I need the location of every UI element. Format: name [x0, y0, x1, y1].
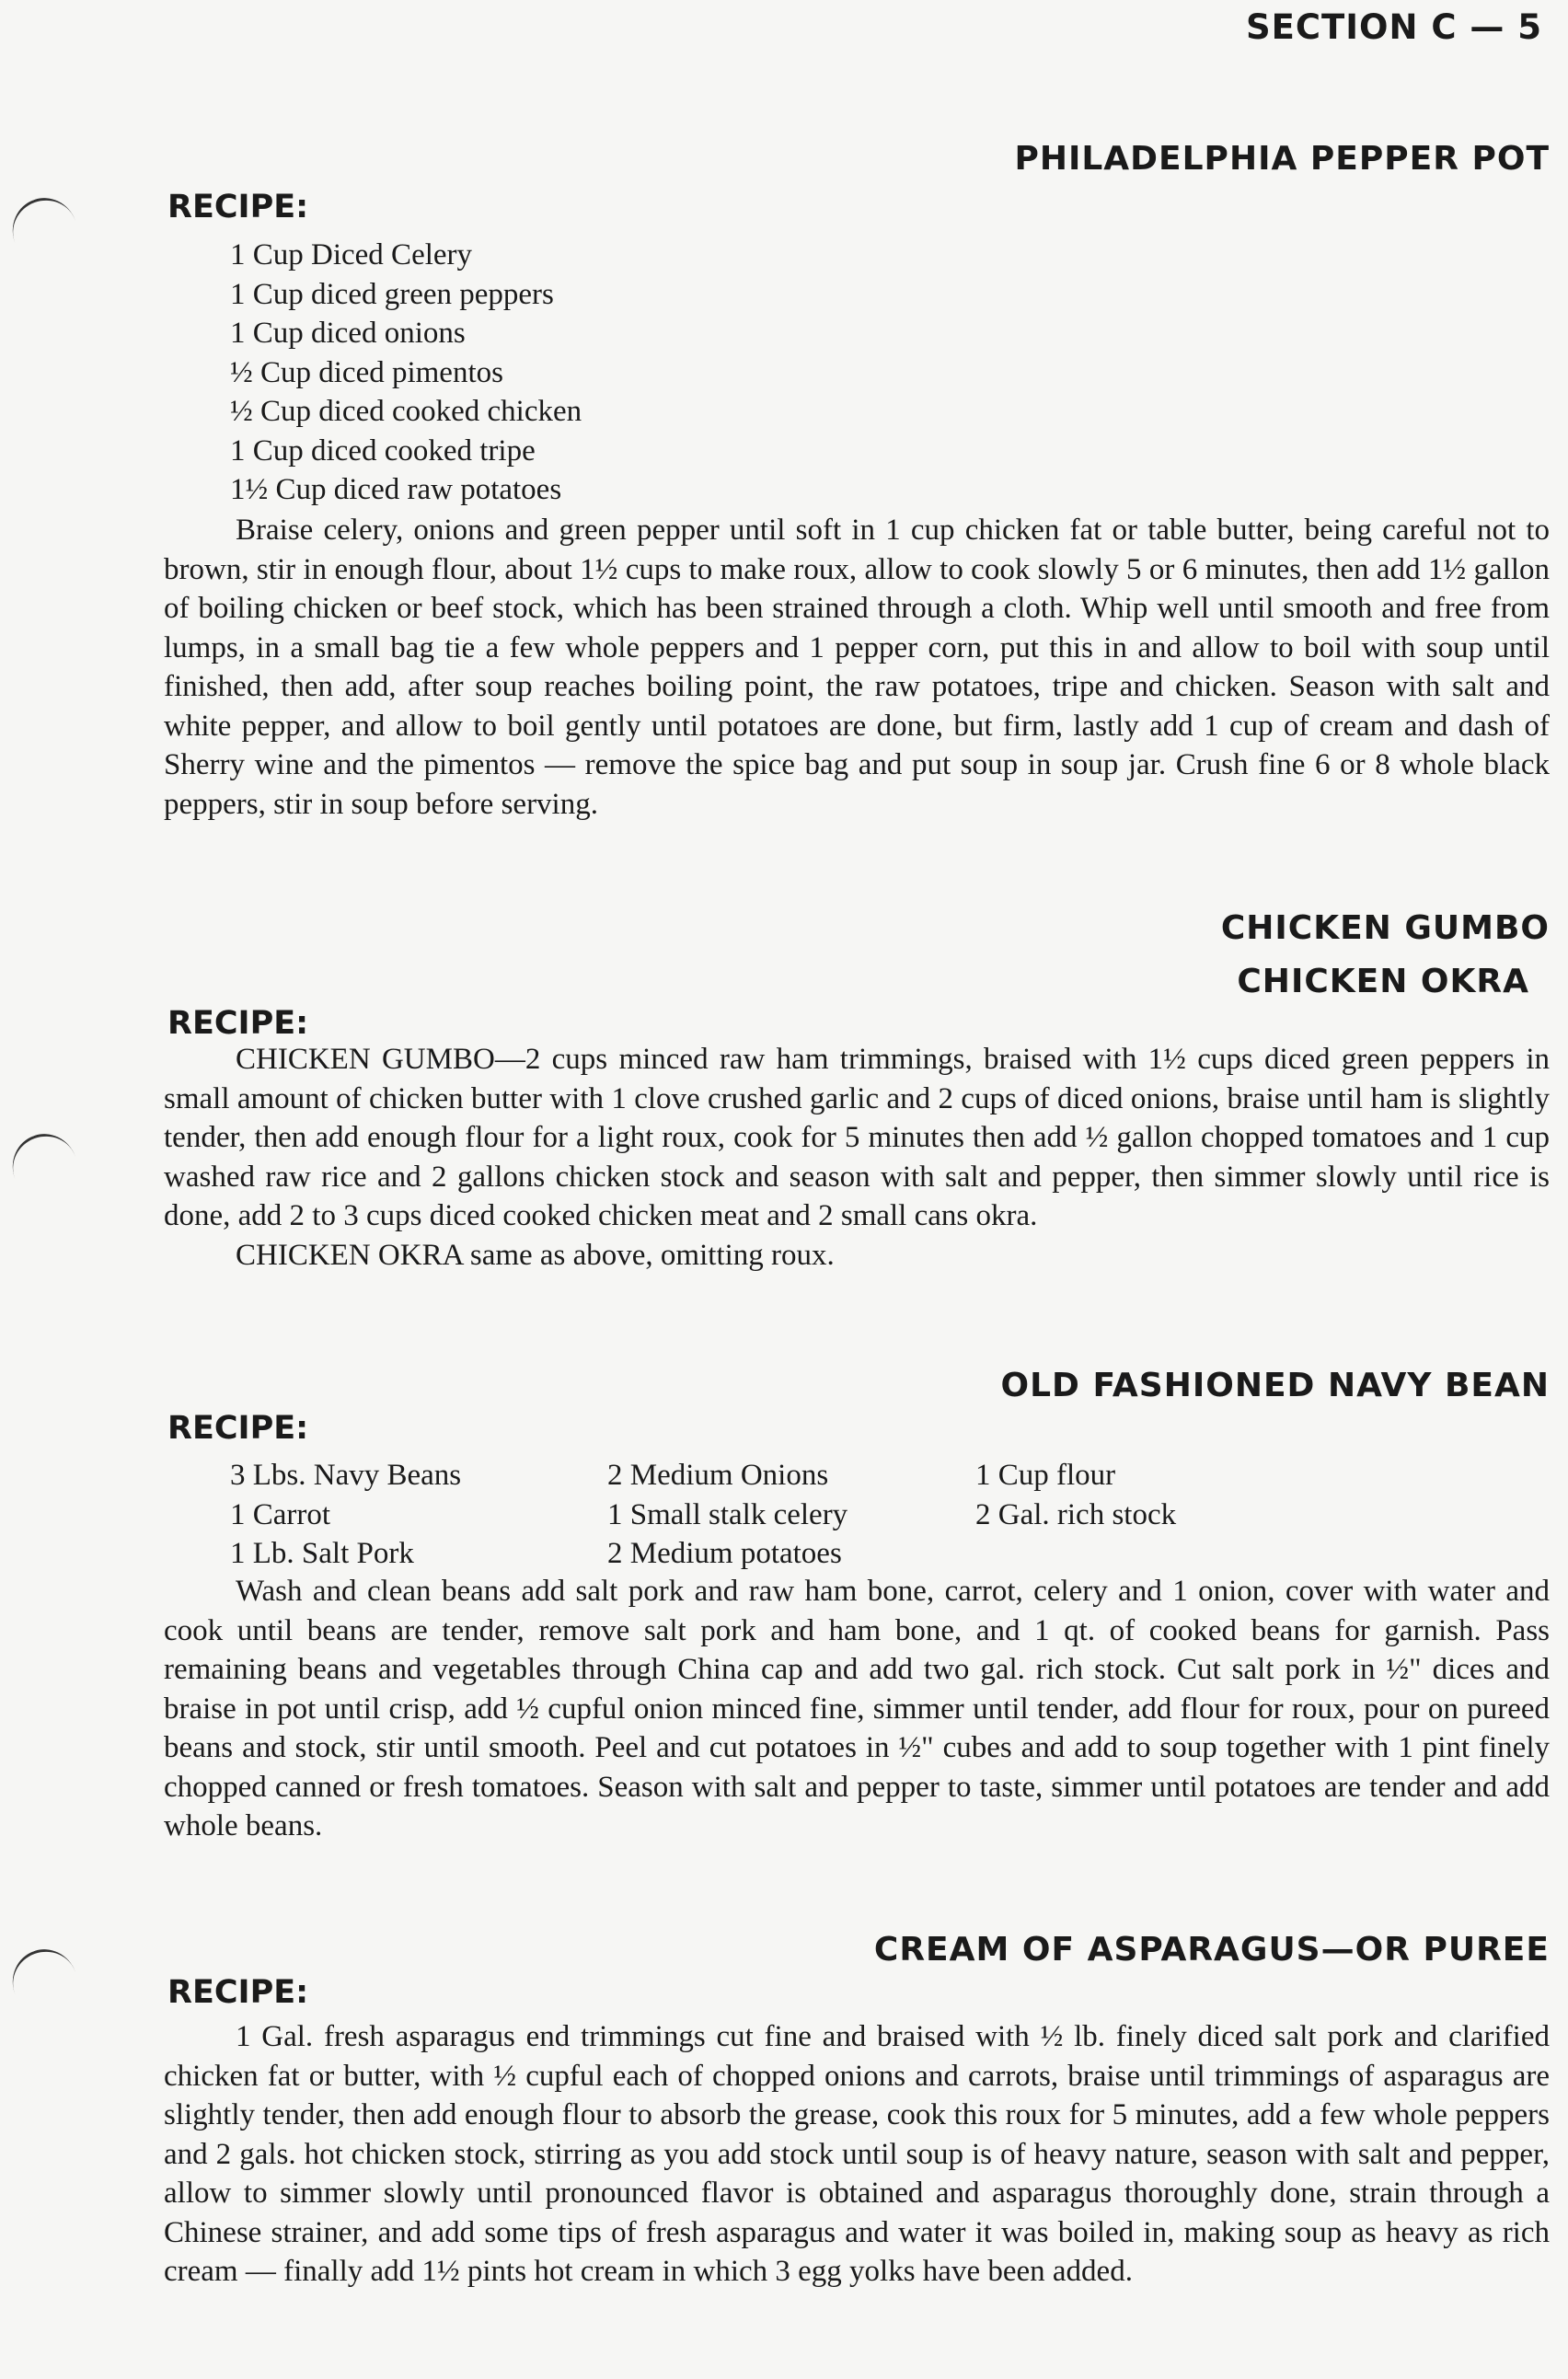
recipe-label: RECIPE:	[167, 189, 309, 225]
instruction-paragraph: Wash and clean beans add salt pork and raw ham bone, carrot, celery and 1 onion, cover with water and cook until beans are tender, remove salt pork and ham bone, and 1 qt. of cooked beans for garnish. Pass remaining beans and vegetables through China cap and add two gal. rich stock. Cut salt pork in ½" dices and braise in pot until crisp, add ½ cupful onion minced fine, simmer until tender, add flour for roux, pour on pureed beans and stock, stir until smooth. Peel and cut potatoes in ½" cubes and add to soup together with 1 pint finely chopped canned or fresh tomatoes. Season with salt and pepper to taste, simmer until potatoes are tender and add whole beans.	[164, 1575, 1550, 1842]
ingredient: 2 Medium potatoes	[607, 1537, 842, 1570]
ingredient-column	[607, 1456, 847, 1574]
recipe-title-line: CHICKEN GUMBO	[1220, 909, 1550, 947]
ingredient-column	[230, 1456, 461, 1574]
recipe-title	[1000, 1367, 1550, 1404]
recipe-title	[1221, 902, 1550, 1009]
recipe-title	[1014, 140, 1550, 178]
ingredient: 1 Small stalk celery	[607, 1497, 848, 1531]
instruction-paragraph: 1 Gal. fresh asparagus end trimmings cut fine and braised with ½ lb. finely diced salt pork and clarified chicken fat or butter, with ½ cupful each of chopped onions and carrots, braise until trimmings of asparagus are slightly tender, then add enough flour to absorb the grease, cook this roux for 5 minutes, add a few whole peppers and 2 gals. hot chicken stock, stirring as you add stock until soup is of heavy nature, season with salt and pepper, allow to simmer slowly until pronounced flavor is obtained and asparagus thoroughly done, strain through a Chinese strainer, and add some tips of fresh asparagus and water it was boiled in, making soup as heavy as rich cream — finally add 1½ pints hot cream in which 3 egg yolks have been added.	[164, 2020, 1550, 2288]
ingredient: 1 Cup flour	[975, 1459, 1116, 1492]
ingredient-column	[975, 1456, 1176, 1534]
ingredient: 3 Lbs. Navy Beans	[230, 1459, 462, 1492]
recipe-title-line: CHICKEN OKRA	[1237, 963, 1529, 1000]
ingredient: 1 Cup diced cooked tripe	[230, 433, 536, 468]
instruction-paragraph: CHICKEN GUMBO—2 cups minced raw ham trimmings, braised with 1½ cups diced green peppers in small amount of chicken butter with 1 clove crushed garlic and 2 cups of diced onions, braise until ham is slightly tender, then add enough flour for a light roux, cook for 5 minutes then add ½ gallon chopped tomatoes and 1 cup washed raw rice and 2 gallons chicken stock and season with salt and pepper, then simmer slowly until rice is done, add 2 to 3 cups diced cooked chicken meat and 2 small cans okra.	[164, 1043, 1550, 1232]
instruction-paragraph: Braise celery, onions and green pepper until soft in 1 cup chicken fat or table butter, being careful not to brown, stir in enough flour, about 1½ cups to make roux, allow to cook slowly 5 or 6 minutes, then add 1½ gallon of boiling chicken or beef stock, which has been strained through a cloth. Whip well until smooth and free from lumps, in a small bag tie a few whole peppers and 1 pepper corn, put this in and allow to boil with soup until finished, then add, after soup reaches boiling point, the raw potatoes, tripe and chicken. Season with salt and white pepper, and allow to boil gently until potatoes are done, but firm, lastly add 1 cup of cream and dash of Sherry wine and the pimentos — remove the spice bag and put soup in soup jar. Crush fine 6 or 8 whole black peppers, stir in soup before serving.	[164, 514, 1550, 821]
recipe-instructions	[164, 2017, 1550, 2292]
recipe-instructions	[164, 1040, 1550, 1275]
binder-hole-mark	[4, 1940, 87, 2026]
ingredient-columns	[230, 1456, 1242, 1576]
recipe-title-line: OLD FASHIONED NAVY BEAN	[1000, 1367, 1550, 1404]
ingredient: 1½ Cup diced raw potatoes	[230, 473, 562, 506]
ingredient-list	[230, 236, 582, 510]
ingredient: 1 Cup Diced Celery	[230, 238, 473, 271]
recipe-title	[874, 1931, 1550, 1969]
recipe-title-line: CREAM OF ASPARAGUS—OR PUREE	[873, 1931, 1550, 1969]
ingredient: ½ Cup diced cooked chicken	[230, 395, 582, 428]
ingredient: 2 Medium Onions	[607, 1459, 829, 1492]
ingredient: 1 Cup diced green peppers	[230, 277, 554, 311]
section-header: SECTION C — 5	[1245, 7, 1542, 47]
binder-hole-mark	[4, 189, 87, 274]
ingredient: 1 Cup diced onions	[230, 317, 466, 350]
ingredient: ½ Cup diced pimentos	[230, 355, 503, 389]
recipe-instructions	[164, 511, 1550, 824]
ingredient: 1 Lb. Salt Pork	[230, 1537, 414, 1570]
recipe-title-line: PHILADELPHIA PEPPER POT	[1014, 140, 1550, 178]
ingredient: 2 Gal. rich stock	[975, 1497, 1177, 1531]
recipe-instructions	[164, 1572, 1550, 1846]
recipe-label: RECIPE:	[167, 1410, 309, 1447]
recipe-label: RECIPE:	[167, 1005, 309, 1042]
ingredient: 1 Carrot	[230, 1497, 331, 1531]
instruction-paragraph: CHICKEN OKRA same as above, omitting roux.	[236, 1238, 835, 1272]
recipe-label: RECIPE:	[167, 1974, 309, 2011]
binder-hole-mark	[4, 1125, 87, 1210]
